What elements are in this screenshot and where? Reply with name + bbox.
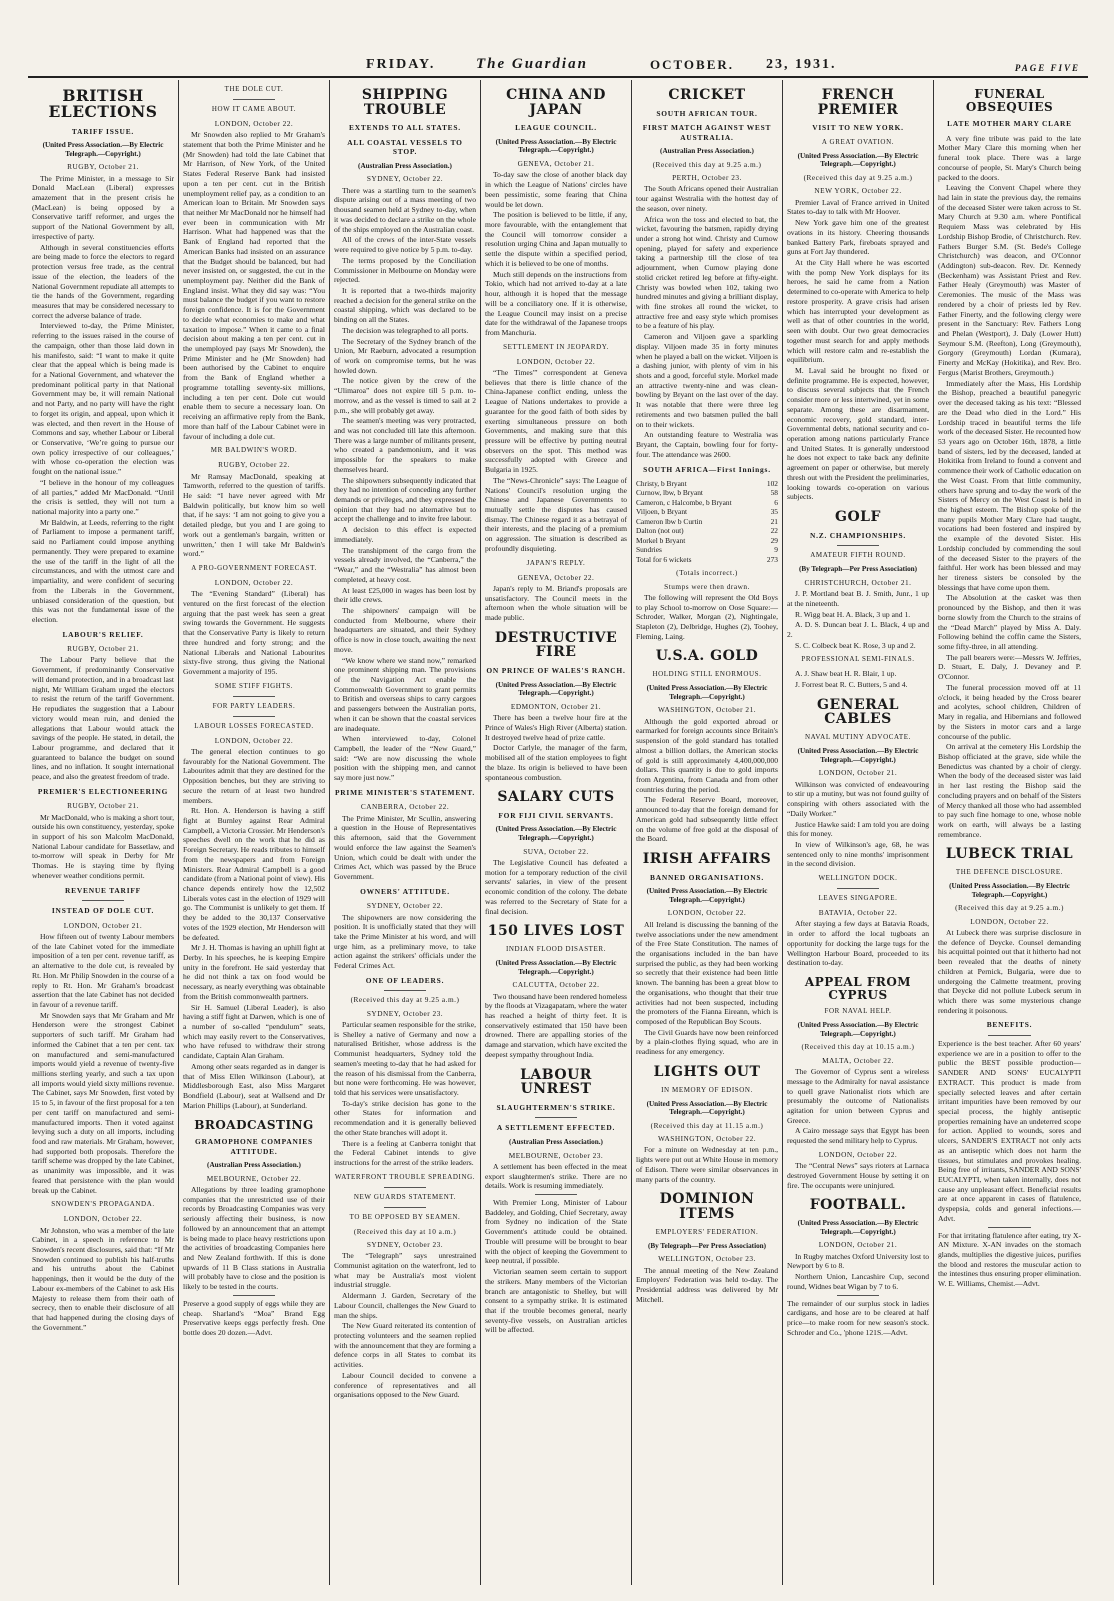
press-credit: (United Press Association.—By Electric Telegraph.—Copyright.) <box>646 1099 768 1117</box>
headline: CHINA AND JAPAN <box>506 87 606 118</box>
press-credit: (United Press Association.—By Electric Telegraph.—Copyright.) <box>495 958 617 976</box>
minor-heading: SOME STIFF FIGHTS. <box>214 681 294 690</box>
runs: 6 <box>774 497 778 507</box>
paragraph: A very fine tribute was paid to the late Mother Mary Clare this morning when her funeral took place. There was a large concourse of people, St. Mary's Church being packed to the doors. <box>938 133 1081 182</box>
paragraph: At Lubeck there was surprise disclosure in the defence of Deycke. Counsel demanding his acquittal pointed out that it hitherto had not been revealed that the deaths of ninety children at Pernick, Bulgaria, were due to undergoing the Calmette treatment, proving that Deycke did not pollute Lubeck serum in which there was some mysterious change rendering it poisonous. <box>938 927 1081 1015</box>
headline: IRISH AFFAIRS <box>642 851 772 868</box>
paragraph: There is a feeling at Canberra tonight that the Federal Cabinet intends to give instructions for the arrest of the strike leaders. <box>334 1138 476 1167</box>
press-credit: (United Press Association.—By Electric Telegraph.—Copyright.) <box>495 137 617 155</box>
divider-rule <box>82 900 125 901</box>
paragraph: Wilkinson was convicted of endeavouring to stir up a mutiny, but was not found guilty of conspiring with others associated with the “Daily Worker.” <box>787 779 929 818</box>
headline: LUBECK TRIAL <box>945 846 1074 863</box>
dateline: (Totals incorrect.) <box>676 568 738 578</box>
paragraph: The seamen's meeting was very protracted, and was not concluded till late this afternoon. There was a large number of militants present, who created a pandemonium, and it was impossible for the speakers to make themselves heard. <box>334 416 476 474</box>
minor-heading: WATERFRONT TROUBLE SPREADING. <box>334 1172 476 1181</box>
paragraph: The Legislative Council has defeated a motion for a temporary reduction of the civil servants' salaries, in view of the present economic condition of the colony. The debate was referred to the Secretary of State for a final decision. <box>485 858 627 916</box>
paragraph: There was a startling turn to the seamen's dispute arising out of a mass meeting of two thousand seamen held at Sydney to-day, when it was decided to declare a strike on the whole of the ships employed on the Australian coast. <box>334 185 476 234</box>
paragraph: Mr J. H. Thomas is having an uphill fight at Derby. In his speeches, he is keeping Empire unity in the forefront. He said yesterday that he did not think a tax on food would be necessary, as nearly everything was obtainable from the British commonwealth partners. <box>183 943 325 1001</box>
dateline: SYDNEY, October 22. <box>366 901 444 911</box>
subheading: N.Z. CHAMPIONSHIPS. <box>809 530 907 540</box>
paragraph: The shipowners are now considering the position. It is unofficially stated that they will take the Prime Minister at his word, and will urge him, as a preliminary move, to take action against the strikers' officials under the Federal Crimes Act. <box>334 912 476 971</box>
paragraph: Rt. Hon. A. Henderson is having a stiff fight at Burnley against Rear Admiral Campbell, a Victoria Crossier. Mr Henderson's speeches dwell on the work that he did as Foreign Secretary. He reads tributes to himself from the newspapers and from Foreign Ministers. Rear Admiral Campbell is a good candidate (from a National point of view). His chance depends entirely how the 12,502 Liberals votes cast in the election of 1929 will go. The Communist is unlikely to get them. If they be added to the 30,137 Conservative votes of the 1929 election, Mr Henderson will be defeated. <box>183 806 325 942</box>
press-credit: (United Press Association.—By Electric Telegraph.—Copyright.) <box>949 882 1070 899</box>
dateline: (Received this day at 9.25 a.m.) <box>803 173 913 183</box>
subheading: BANNED ORGANISATIONS. <box>650 872 764 882</box>
paragraph: How fifteen out of twenty Labour members of the late Cabinet voted for the immediate imposition of a ten per cent. revenue tariff, as an alternative to the dole cut, is revealed by Rt. Hon. Mr Philip Snowden in the course of a reply to Rt. Hon. Mr Graham's broadcast assertion that the late Cabinet has not decided in favour of a revenue tariff. <box>32 931 174 1009</box>
dateline: EDMONTON, October 21. <box>510 701 602 711</box>
paragraph: Allegations by three leading gramophone companies that the unrestricted use of their records by Broadcasting Companies was very seriously affecting their business, is now followed by an announcement that an attempt is being made to place heavy restrictions upon the activities of broadcasting Companies here and New Zealand forthwith. If this is done upwards of 11 B Class stations in Australia will probably have to close and the position is likely to be tested in the courts. <box>183 1185 325 1292</box>
paragraph: The Secretary of the Sydney branch of the Union, Mr Raeburn, advocated a resumption of work on compromise terms, but he was howled down. <box>334 336 476 375</box>
dateline: (Received this day at 10 a.m.) <box>353 1226 457 1236</box>
paragraph: The Absolution at the casket was then pronounced by the Bishop, and then it was borne slowly from the Church to the strains of the “Dead March” played by Miss A. Daly. Following behind the coffin came the Sisters, some fifty-three, in all attending. <box>938 593 1081 652</box>
batsman: Dalton (not out) <box>636 526 684 536</box>
score-row <box>636 526 778 535</box>
batsman: Viljoen, b Bryant <box>636 507 688 517</box>
runs: 29 <box>770 535 778 545</box>
paragraph: Justice Hawke said: I am told you are doing this for money. <box>787 819 929 839</box>
masthead <box>28 52 1088 78</box>
paragraph: All Ireland is discussing the banning of the twelve associations under the new amendment of the Free State Constitution. The names of the organisations included in the ban have surprised the public, as they had been working so secretly that their existence had been little known. The banning has been a great blow to the organisations, who thought that their true activities had not been suspected, including the promoters of the Fianna Eireann, which is composed of the Republican Boy Scouts. <box>636 919 778 1026</box>
runs: 9 <box>774 545 778 555</box>
dateline: LONDON, October 21. <box>818 1240 898 1250</box>
column-7 <box>934 80 1085 1585</box>
minor-heading: NEW GUARDS STATEMENT. <box>353 1192 457 1201</box>
score-row <box>636 507 778 516</box>
runs: 273 <box>766 554 778 564</box>
paragraph: “We know where we stand now,” remarked one prominent shipping man. The provisions of the Navigation Act enable the Commonwealth Government to grant permits to British and overseas ships to carry cargoes and passengers between the Australian ports, when it can be shown that the coastal services are inadequate. <box>334 655 476 733</box>
score-row <box>636 479 778 488</box>
dateline: PERTH, October 23. <box>672 173 742 183</box>
dateline: LONDON, October 22. <box>667 908 747 918</box>
dateline: MALTA, October 22. <box>822 1055 894 1065</box>
headline: DOMINION ITEMS <box>659 1191 755 1223</box>
batsman: Christy, b Bryant <box>636 478 687 488</box>
subheading: REVENUE TARIFF <box>64 885 141 895</box>
dateline: WELLINGTON, October 23. <box>658 1254 756 1264</box>
dateline: NEW YORK, October 22. <box>814 186 902 196</box>
headline: GENERAL CABLES <box>817 696 899 728</box>
subheading: FIRST MATCH AGAINST WEST AUSTRALIA. <box>642 123 772 142</box>
dateline: SYDNEY, October 23. <box>366 1239 444 1249</box>
subheading: SLAUGHTERMEN'S STRIKE. <box>496 1102 616 1112</box>
paragraph: A Cairo message says that Egypt has been requested the send military help to Cyprus. <box>787 1126 929 1146</box>
column-2 <box>179 80 330 1585</box>
paragraph: To-day saw the close of another black day in which the League of Nations' circles have been pessimistic, some fearing that China would be let down. <box>485 170 627 209</box>
paragraph: M. Laval said he brought no fixed or definite programme. He is expected, however, to discuss several subjects that the French consider more or less intertwined, yet in some separate. Among these are disarmament, economic recovery, gold standard, inter-Governmental debts, national security and co-operation among nations particularly France and United States. It is generally understood he does not expect to take back any definite agreement on paper or otherwise, but merely thresh out with the President the preliminaries, looking towards co-operation on various subjects. <box>787 365 929 502</box>
paragraph: Much still depends on the instructions from Tokio, which had not arrived to-day at a late hour, although it is hoped that the message will be a conciliatory one. If it is otherwise, the League Council may insist on a precise date for the withdrawal of the Japanese troops from Manchuria. <box>485 269 627 337</box>
paragraph: An outstanding feature to Westralia was Bryant, the Captain, bowling four for forty-four. The attendance was 2600. <box>636 430 778 459</box>
dateline: MELBOURNE, October 22. <box>206 1173 302 1183</box>
paragraph: Sir H. Samuel (Liberal Leader), is also having a stiff fight at Darwen, which is one of a number of so-called “pendulum” seats, which may easily revert to the Conservatives, who have refused to withdraw their strong candidate, Captain Alan Graham. <box>183 1002 325 1061</box>
divider-rule <box>988 1035 1031 1036</box>
press-credit: (Australian Press Association.) <box>207 1161 301 1170</box>
minor-heading: EMPLOYERS' FEDERATION. <box>655 1227 759 1236</box>
minor-heading: SETTLEMENT IN JEOPARDY. <box>503 342 609 351</box>
dateline: GENEVA, October 22. <box>517 572 595 582</box>
paragraph: Victorian seamen seem certain to support the strikers. Many members of the Victorian branch are antagonistic to Shelley, but will consent to a sympathy strike. It is estimated that if the trouble becomes general, nearly seventy-five vessels, on Australian articles will be affected. <box>485 1267 627 1335</box>
paragraph: In Rugby matches Oxford University lost to Newport by 6 to 8. <box>787 1251 929 1271</box>
runs: 102 <box>766 478 778 488</box>
divider-rule <box>988 1227 1031 1228</box>
paragraph: The “News-Chronicle” says: The League of Nations' Council's resolution urging the Chinese and Japanese Governments to mutually settle the disputes has caused dismay. The Chinese regard it as a betrayal of their interests, and the placing of a premium on aggression. The situation is described as profoundly disquieting. <box>485 475 627 553</box>
scorecard <box>636 479 778 564</box>
minor-heading: FOR PARTY LEADERS. <box>212 701 296 710</box>
subheading: ONE OF LEADERS. <box>365 975 445 985</box>
paragraph: The Governor of Cyprus sent a wireless message to the Admiralty for naval assistance to quell grave Nationalist riots which are presumably the outcome of Nationalists agitation for union between Cyprus and Greece. <box>787 1067 929 1125</box>
paragraph: The funeral procession moved off at 11 o'clock, it being headed by the Cross bearer and acolytes, school children, Children of Mary in regalia, and Hibernians and followed by the Sisters in motor cars and a large concourse of the public. <box>938 682 1081 741</box>
subheading: VISIT TO NEW YORK. <box>812 123 904 133</box>
advertisement: Preserve a good supply of eggs while they are cheap. Sharland's “Moa” Brand Egg Preservative keeps eggs perfectly fresh. One bottle does 20 dozen.—Advt. <box>183 1298 325 1338</box>
press-credit: (United Press Association.—By Electric Telegraph.—Copyright.) <box>42 141 164 158</box>
paragraph: Interviewed to-day, the Prime Minister, referring to the issues raised in the course of the campaign, other than those laid down in his manifesto, said: “I want to make it quite clear that the appeal which is being made is for a National Government, and whatever the predominant political party in that National Government may be, it will remain National and not Party, and no party will have the right to forget its origin, and appeal, upon which it was elected, and then revert in the House of Commons and say, whether Labour or Liberal or Conservative, ‘We’re going to pursue our own policy irrespective of our colleagues,’ with whose co-operation the election was fought on the national issue.” <box>32 321 174 477</box>
paragraph: It is reported that a two-thirds majority reached a decision for the general strike on the coastal shipping, which was declared to be binding on all the States. <box>334 285 476 325</box>
subheading: LEAGUE COUNCIL. <box>515 123 597 133</box>
dateline: (Received this day at 9.25 a.m.) <box>955 903 1064 913</box>
subheading: ON PRINCE OF WALES'S RANCH. <box>486 666 626 676</box>
paragraph: The Civil Guards have now been reinforced by a plain-clothes flying squad, who are in readiness for any emergency. <box>636 1027 778 1057</box>
paragraph: R. Wigg beat H. A. Black, 3 up and 1. <box>795 609 911 619</box>
press-credit: (By Telegraph—Per Press Association) <box>647 1241 767 1250</box>
dateline: CALCUTTA, October 22. <box>512 980 600 990</box>
divider-rule <box>837 1295 880 1296</box>
subheading: SOUTH AFRICAN TOUR. <box>656 108 758 118</box>
paragraph: In view of Wilkinson's age, 68, he was sentenced only to nine months' imprisonment in the second division. <box>787 840 929 869</box>
minor-heading: HOW IT CAME ABOUT. <box>211 104 297 113</box>
paragraph: The Federal Reserve Board, moreover, announced to-day that the foreign demand for American gold had subsequently little effect on the volume of free gold at the disposal of the Board. <box>636 795 778 844</box>
paragraph: Mr MacDonald, who is making a short tour, outside his own constituency, yesterday, spoke in support of his son Malcolm MacDonald, National Labour candidate for Bassetlaw, and to-morrow will speak in Derby for Mr Thomas. He is staying time by flying whenever weather conditions permit. <box>32 812 174 880</box>
dateline: WASHINGTON, October 21. <box>657 705 757 715</box>
paragraph: Mr Snowden says that Mr Graham and Mr Henderson were the strongest Cabinet supporters of such tariff. Mr Graham had informed the Cabinet that a ten per cent. tax on manufactured and semi-manufactured imports would yield a revenue of twenty-five millions sterling yearly, and such a tax upon all imports would yield sixty millions revenue. The Cabinet, says Mr Snowden, first voted by 15 to 5, in favour of the first proposal for a ten per cent tariff on manufactured and semi-manufactured imports. Then it voted against levying such a duty on all imports, including food and raw materials. Mr Graham, however, had supported both proposals. Therefore the tariff scheme was dropped by the late Cabinet, as unanimity was impossible, and it was feared that persistence with the plan would break up the Cabinet. <box>32 1010 174 1195</box>
dateline: CANBERRA, October 22. <box>360 802 450 812</box>
paragraph: The position is believed to be little, if any, more favourable, with the entanglement that the Council will tomorrow consider a resolution urging China and Japan mutually to settle the dispute within a specified period, which it is believed to be one of months. <box>485 210 627 268</box>
batsman: Sundries <box>636 545 662 555</box>
paragraph: The Prime Minister, Mr Scullin, answering a question in the House of Representatives this afternoon, said that the Government would enforce the law against the Seamen's Union, which could be dealt with under the Crimes Act, which was passed by the Bruce Government. <box>334 813 476 881</box>
headline: DESTRUCTIVE FIRE <box>494 629 618 661</box>
paragraph: For a minute on Wednesday at ten p.m., lights were put out at White House in memory of Edison. There were similar observances in many parts of the country. <box>636 1145 778 1184</box>
batsman: Cameron lbw b Curtin <box>636 516 703 526</box>
paragraph: Africa won the toss and elected to bat, the wicket, favouring the batsmen, rapidly drying under a strong hot wind. Christy and Curnow opening, played for safety and experience taking a partnership till the close of tea adjournment, when Curnow playing done stolid cricket retired leg before at fifty-eight. Christy was bowled when 102, taking two hundred minutes and giving a brilliant display, with fine strokes all round the wicket, to attractive free and easy style which promises to be a feature of his play. <box>636 214 778 331</box>
paragraph: Mr Ramsay MacDonald, speaking at Tamworth, referred to the question of tariffs. He said: “I have never agreed with Mr Baldwin politically, but know him so well that, if he says: ‘I am not going to give you a detailed pledge, but you and I are going to work out a gentleman's bargain, written or unwritten,’ then I will take Mr Baldwin's word.” <box>183 471 325 559</box>
paragraph: J. P. Mortland beat B. J. Smith, Junr., 1 up at the nineteenth. <box>787 589 929 608</box>
press-credit: (United Press Association.—By Electric Telegraph.—Copyright.) <box>797 151 919 169</box>
divider-rule <box>233 716 276 717</box>
subheading: OWNERS' ATTITUDE. <box>360 886 450 896</box>
dateline: LONDON, October 22. <box>214 118 294 128</box>
paragraph: The terms proposed by the Conciliation Commissioner in Melbourne on Monday were rejected. <box>334 255 476 285</box>
dateline: SYDNEY, October 23. <box>366 1008 444 1018</box>
paragraph: The “Telegraph” says unrestrained Communist agitation on the waterfront, led to what may be Australia's most violent industrial struggle. <box>334 1251 476 1290</box>
paragraph: A settlement has been effected in the meat export slaughtermen's strike. There are no details. Work is resuming immediately. <box>485 1161 627 1191</box>
paragraph: Doctor Carlyle, the manager of the farm, mobilised all of the station employees to fight the blaze. Its origin is believed to have been spontaneous combustion. <box>485 743 627 782</box>
dateline: LONDON, October 22. <box>63 1214 143 1224</box>
paragraph: Mr Snowden also replied to Mr Graham's statement that both the Prime Minister and he (Mr Snowden) had told the late Cabinet that Mr Harrison, of New York, of the United States Federal Reserve Bank had insisted upon a ten per cent. cut in the British unemployment relief pay, as a condition to an American loan to Britain. Mr Snowden says that neither Mr MacDonald nor he himself had ever been in communication with Mr Harrison. What had happened was that the Bank of England had reported that the American Banks had insisted on an assurance that the Budget should be balanced, but had never insisted on, or suggested, the cut in the unemployment pay. Neither did the Bank of England insist. What they did say was: “You must balance the budget if you want to restore foreign confidence. It is for the Government to decide what economies to make and what taxation to impose.” When it came to a final decision about making a ten per cent. cut in the unemployed pay (says Mr Snowden), the Prime Minister and he (Mr Snowden) had been authorised by the Cabinet to enquire from the Bank of England whether a programme totalling seventy-six millions, including a ten per cent. Dole cut would enable them to secure a necessary loan. On receiving an affirmative reply from the Bank, more than half of the Labour Cabinet were in favour of including a dole cut. <box>183 130 325 441</box>
subheading: BENEFITS. <box>986 1020 1033 1030</box>
dateline: RUGBY, October 21. <box>67 162 139 172</box>
dateline: (Received this day at 11.15 a.m.) <box>650 1120 764 1130</box>
subheading: EXTENDS TO ALL STATES. <box>349 123 461 133</box>
dateline: LONDON, October 22. <box>818 1149 898 1159</box>
press-credit: (United Press Association.—By Electric Telegraph.—Copyright.) <box>797 747 919 764</box>
paragraph: With Premier Long, Minister of Labour Baddeley, and Golding, Chief Secretary, away from Sydney no indication of the State Government's attitude could be obtained. Trouble will presume will be brought to bear with the object of keeping the Government to keep neutral, if possible. <box>485 1198 627 1266</box>
subheading: PREMIER'S ELECTIONEERING <box>37 786 169 796</box>
runs: 22 <box>770 526 778 536</box>
paragraph: Labour Council decided to convene a conference of representatives and all organisations opposed to the New Guard. <box>334 1370 476 1400</box>
dateline: LONDON, October 21. <box>63 920 143 930</box>
paragraph: On arrival at the cemetery His Lordship the Bishop officiated at the grave, side while the Benedictus was chanted by a choir of clergy. When the body of the deceased sister was laid in her last resting the Bishop said the concluding prayers and on behalf of the Sisters of Mercy thanked all those who had assembled to pay such fine homage to one, whose noble work on earth, will always be a lasting remembrance. <box>938 742 1081 839</box>
minor-heading: SNOWDEN'S PROPAGANDA. <box>51 1200 155 1209</box>
divider-rule <box>384 1207 427 1208</box>
masthead-date: 23, 1931. <box>766 57 837 72</box>
headline: FOOTBALL. <box>809 1197 907 1214</box>
press-credit: (United Press Association.—By Electric Telegraph.—Copyright.) <box>797 1021 919 1038</box>
score-row <box>636 545 778 554</box>
subheading: SOUTH AFRICA—First Innings. <box>643 464 771 474</box>
headline: CRICKET <box>668 87 746 103</box>
advertisement: Experience is the best teacher. After 60 years' experience we are in a position to offer to the public the BEST possible production—SANDER AND SONS' EUCALYPTI EXTRACT. This product is made from specially selected leaves and after certain irritant impurities have been removed by our special process, the highly antiseptic properties remaining have an undeterred scope for action. Applied to wounds, sores and ulcers, SANDER'S EXTRACT not only acts as an antiseptic which does not harm the tissues, but stimulates and provokes healing. Being free of irritants, SANDER AND SONS' EUCALYPTI, when taken internally, does not cause any unpleasant effect. Beneficial results are at once apparent in cases of flatulence, dyspepsia, colds and general infections.—Advt. <box>938 1038 1081 1223</box>
minor-heading: FOR NAVAL HELP. <box>824 1007 892 1016</box>
minor-heading: INDIAN FLOOD DISASTER. <box>505 945 607 954</box>
minor-heading: IN MEMORY OF EDISON. <box>661 1085 753 1094</box>
masthead-day: FRIDAY. <box>366 57 436 72</box>
press-credit: (United Press Association.—By Electric Telegraph.—Copyright.) <box>646 887 768 904</box>
dateline: LONDON, October 22. <box>970 916 1049 926</box>
paragraph: The Labour Party believe that the Government, if predominantly Conservative will demand protection, and in a broadcast last night, Mr William Graham urged the electors to resist the return of the tariff Government. He repudiates the suggestion that a Labour victory would mean ruin, and denied the allegations that Labour would attack the savings of the people. He stated, in detail, the Labour programme, and declared that it guaranteed to balance the budget on sound lines, and no inflation. It sought international peace, and also the greatest freedom of trade. <box>32 655 174 782</box>
paragraph: The general election continues to go favourably for the National Government. The Labourites admit that they are destined for the Opposition benches, but they are striving to secure the return of at least two hundred members. <box>183 746 325 805</box>
dateline: GENEVA, October 21. <box>517 159 595 169</box>
subheading: PRIME MINISTER'S STATEMENT. <box>334 787 476 797</box>
dateline: BATAVIA, October 22. <box>818 908 898 918</box>
divider-rule <box>535 1117 578 1118</box>
headline: FUNERAL OBSEQUIES <box>965 87 1054 114</box>
dateline: SUVA, October 22. <box>523 846 589 856</box>
minor-heading: LABOUR LOSSES FORECASTED. <box>194 721 314 730</box>
dateline: LONDON, October 21. <box>818 768 898 778</box>
dateline: (Received this day at 10.15 a.m.) <box>801 1042 915 1052</box>
dateline: SYDNEY, October 22. <box>366 174 444 184</box>
paragraph: The South Africans opened their Australian tour against Westralia with the hottest day of the season, over ninety. <box>636 184 778 213</box>
paragraph: At the City Hall where he was escorted with the pomp New York displays for its heroes, he said he came from a Nation determined to co-operate with America to help restore prosperity. A grave crisis had arisen which has interrupted your development as well as that of other countries in the world, seen with doubt. Our two great democracies together must search for and apply methods which will restore calm and re-establish the equilibrium. <box>787 258 929 365</box>
paragraph: “I believe in the honour of my colleagues of all parties,” added Mr MacDonald. “Until the crisis is settled, they will not turn a national majority into a party one.” <box>32 477 174 517</box>
divider-rule <box>837 888 880 889</box>
minor-heading: TO BE OPPOSED BY SEAMEN. <box>349 1212 461 1221</box>
paragraph: Japan's reply to M. Briand's proposals are unsatisfactory. The Council meets in the afternoon when the whole situation will be made public. <box>485 583 627 623</box>
paragraph: Although in several constituencies efforts are being made to force the electors to regard protection versus free trade, as the central issue of the election, the leaders of the National Government repudiate all attempts to tie the hands of the Government, regarding measures that may be considered necessary to correct the adverse balance of trade. <box>32 242 174 320</box>
minor-heading: NAVAL MUTINY ADVOCATE. <box>805 733 911 742</box>
minor-heading: HOLDING STILL ENORMOUS. <box>652 670 762 679</box>
paragraph: The New Guard reiterated its contention of protecting volunteers and the seamen replied with the announcement that they are forming a defence corps in all States to combat its activities. <box>334 1321 476 1370</box>
minor-heading: A GREAT OVATION. <box>821 137 895 146</box>
dateline: RUGBY, October 22. <box>218 460 290 470</box>
paragraph: “The Times'” correspondent at Geneva believes that there is little chance of the China-Japanese conflict ending, unless the League of Nations undertakes to provide a guarantee for the good faith of both sides by exerting simultaneous pressure on both Governments, and making sure that this pressure will be effective by putting neutral observers on the spot. This method was successfully adopted with Greece and Bulgaria in 1925. <box>485 367 627 475</box>
paragraph: The notice given by the crew of the “Ulimaroa” does not expire till 5 p.m. to-morrow, and as the vessel is timed to sail at 2 p.m., she will probably get away. <box>334 376 476 415</box>
column-3 <box>330 80 481 1585</box>
paragraph: Mr Baldwin, at Leeds, referring to the right of Parliament to impose a permanent tariff, said no Parliament could impose anything permanently. They were prepared to examine the use of the tariff in the light of all the circumstances, and with the utmost care and impartiality, and were confident of securing from the Liberals in the Government, unbiased consideration of the question, but this was not the fundamental issue of the election. <box>32 517 174 624</box>
column-5 <box>632 80 783 1585</box>
headline: LABOUR UNREST <box>520 1066 592 1098</box>
dateline: Stumps were then drawn. <box>664 581 750 591</box>
advertisement: For that irritating flatulence after eating, try X-AN Mixture. X-AN invades on the stomach glands, multiplies the digestive juices, purifies the blood and restores the muscular action to the intestines thus ensuring proper elimination. W. E. Williams, Chemist.—Advt. <box>938 1230 1081 1289</box>
paragraph: There has been a twelve hour fire at the Prince of Wales's High River (Alberta) station. It destroyed twelve head of prize cattle. <box>485 713 627 742</box>
headline: BRITISH ELECTIONS <box>48 86 158 122</box>
headline: APPEAL FROM CYPRUS <box>804 975 912 1002</box>
headline: LIGHTS OUT <box>653 1063 761 1080</box>
divider-rule <box>535 1194 578 1195</box>
subheading: GRAMOPHONE COMPANIES ATTITUDE. <box>195 1137 313 1156</box>
dateline: (Received this day at 9.25 a.m.) <box>652 159 762 169</box>
masthead-month: OCTOBER. <box>650 57 735 72</box>
paragraph: A decision to this effect is expected immediately. <box>334 525 476 544</box>
masthead-title: The Guardian <box>476 56 588 72</box>
dateline: CHRISTCHURCH, October 21. <box>804 577 912 587</box>
minor-heading: AMATEUR FIFTH ROUND. <box>810 551 906 560</box>
paragraph: Aldermann J. Garden, Secretary of the Labour Council, challenges the New Guard to man the ships. <box>334 1291 476 1320</box>
press-credit: (Australian Press Association.) <box>509 1137 603 1146</box>
column-4 <box>481 80 632 1585</box>
dateline: LONDON, October 22. <box>214 577 294 587</box>
minor-heading: LEAVES SINGAPORE. <box>818 894 898 903</box>
divider-rule <box>233 696 276 697</box>
dateline: RUGBY, October 21. <box>67 801 139 811</box>
paragraph: Northern Union, Lancashire Cup, second round, Widnes beat Wigan by 7 to 6. <box>787 1272 929 1291</box>
paragraph: Leaving the Convent Chapel where they had lain in state the previous day, the remains of the deceased Sister were taken across to St. Mary Church at 9.30 a.m. where Pontifical Requiem Mass was celebrated by His Lordship Bishop Brodie, of Christchurch. Rev. Fathers Burger S.M. (St. Bede's College Christchurch) was deacon, and O'Connor (Addington) sub-deacon. Rev. Dr. Kennedy (Beckenham) was Assistant Priest and Rev. Father Healy (Greymouth) was Master of Ceremonies. The music of the Mass was rendered by a choir of priests led by Rev. Father Finerty, and the following clergy were present in the Sanctuary: Rev. Fathers Long and Phelan (Westport), J. Daly (Lower Hutt) Seymour S.M. (Reefton), Long (Greymouth), Gorgory (Greymouth) Lordan (Kumara), Finerty and McKay (Hokitika), and Rev. Bro. Fergus (Marist Brothers, Greymouth.) <box>938 183 1081 377</box>
divider-rule <box>384 1187 427 1188</box>
press-credit: (Australian Press Association.) <box>358 161 452 170</box>
press-credit: (United Press Association.—By Electric Telegraph.—Copyright.) <box>797 1219 919 1236</box>
press-credit: (United Press Association.—By Electric Telegraph.—Copyright.) <box>495 825 617 843</box>
paragraph: The “Central News” says rioters at Larnaca destroyed Government House by setting it on fire. The occupants were uninjured. <box>787 1161 929 1190</box>
paragraph: Immediately after the Mass, His Lordship the Bishop, preached a beautiful panegyric over the deceased taking as his text: “Blessed are the Dead who died in the Lord.” His Lordship traced in beautiful terms the life work of the deceased Sister. He recounted how 53 years ago on October 16th, 1878, a little band of sisters, led by the deceased, landed at Hokitika from Ireland to found a convent and commence their work of Catholic education on the West Coast. From that little community, others have sprung and to-day the work of the Sisters of Mercy on the West Coast is held in the highest esteem. The Bishop spoke of the many pupils Mother Mary Clare had taught, vocations had been fostered and inspired by the example of the devoted Sister. His Lordship concluded by commending the soul of the deceased Sister to the prayers of the faithful. Her work has been blessed and may her tireness sisters be consoled by the blessings that have come upon them. <box>938 378 1081 592</box>
column-1 <box>28 80 179 1585</box>
paragraph: The annual meeting of the New Zealand Employers' Federation was held to-day. The Presidential address was delivered by Mr Mitchell. <box>636 1265 778 1304</box>
runs: 35 <box>770 507 778 517</box>
paragraph: To-day's strike decision has gone to the other States for information and recommendation and it is generally believed the other State branches will adopt it. <box>334 1098 476 1137</box>
subheading: LATE MOTHER MARY CLARE <box>947 119 1072 129</box>
press-credit: (United Press Association.—By Electric Telegraph.—Copyright.) <box>646 684 768 701</box>
headline: SALARY CUTS <box>497 789 615 806</box>
paragraph: Among other seats regarded as in danger is that of Miss Ellen Wilkinson (Labour), at Middlesborough East, also Miss Margaret Bondfield (Labour), seat at Wallsend and Dr Marion Phillips (Labour), at Sunderland. <box>183 1061 325 1110</box>
paragraph: A. D. S. Duncan beat J. L. Black, 4 up and 2. <box>787 620 929 639</box>
dateline: MELBOURNE, October 23. <box>508 1150 604 1160</box>
masthead-page: PAGE FIVE <box>1014 63 1080 73</box>
dateline: LONDON, October 22. <box>516 356 596 366</box>
batsman: Curnow, lbw, b Bryant <box>636 488 703 498</box>
score-row <box>636 517 778 526</box>
batsman: Total for 6 wickets <box>636 554 692 564</box>
press-credit: (By Telegraph—Per Press Association) <box>798 565 918 574</box>
batsman: Morkel b Bryant <box>636 535 686 545</box>
advertisement: The remainder of our surplus stock in ladies cardigans, and hose are to be cleared at half price—to make room for new season's stock. Schroder and Co., 'phone 121S.—Advt. <box>787 1298 929 1337</box>
newspaper-columns <box>28 80 1090 1585</box>
paragraph: The pall bearers were:—Messrs W. Jeffries, D. Stuart, E. Daly, J. Devaney and P. O'Connor. <box>938 652 1081 682</box>
press-credit: (Australian Press Association.) <box>660 147 754 156</box>
score-row <box>636 536 778 545</box>
paragraph: Particular seamen responsible for the strike, is Shelley a native of Germany and now a naturalised Britisher, whose address is the Communist headquarters, Sydney told the seamen's meeting to-day that he had asked for the reason of his dismissal from the Canberra, but none were forthcoming. He was however, told that his services were unsatisfactory. <box>334 1019 476 1097</box>
paragraph: The Prime Minister, in a message to Sir Donald MacLean (Liberal) expresses amazement that in the present crisis he (MacLean) is being opposed by a Conservative tariff reformer, and urges the support of the National Government by all, irrespective of party. <box>32 173 174 241</box>
divider-rule <box>233 1295 276 1296</box>
headline: BROADCASTING <box>194 1117 314 1132</box>
dateline: WASHINGTON, October 22. <box>657 1134 757 1144</box>
paragraph: Premier Laval of France arrived in United States to-day to talk with Mr Hoover. <box>787 197 929 217</box>
minor-heading: JAPAN'S REPLY. <box>526 558 586 567</box>
subheading: TARIFF ISSUE. <box>71 126 135 136</box>
paragraph: The decision was telegraphed to all ports. <box>342 325 469 335</box>
paragraph: The transhipment of the cargo from the vessels already involved, the “Canberra,” the “Wear,” and the “Westralia” has almost been completed, at heavy cost. <box>334 545 476 584</box>
dateline: RUGBY, October 21. <box>67 644 139 654</box>
divider-rule <box>384 990 427 991</box>
minor-heading: A PRO-GOVERNMENT FORECAST. <box>191 563 317 572</box>
divider-rule <box>837 545 880 546</box>
divider-rule <box>233 99 276 100</box>
paragraph: At least £25,000 in wages has been lost by their idle crews. <box>334 585 476 605</box>
paragraph: Cameron and Viljoen gave a sparkling display. Viljoen made 35 in forty minutes when he played a ball on the wicket. Viljoen is a dashing junior, with plenty of vim in his shots and a good, forceful style. Morkel made an attractive twenty-nine and was clean-bowling by Bryant on the last over of the day. It was notable that there were three leg retirements and two batsmen pulled the ball on to their wickets. <box>636 332 778 429</box>
paragraph: The “Evening Standard” (Liberal) has ventured on the first forecast of the election arguing that the past week has seen a great swing towards the Government. He suggests that the Conservative Party is likely to return three hundred and forty strong; and the National Liberals and National Labourites sixty-five strong, thus giving the National Government a majority of 195. <box>183 589 325 677</box>
headline: SHIPPING TROUBLE <box>361 87 449 118</box>
minor-heading: MR BALDWIN'S WORD. <box>210 446 298 455</box>
paragraph: Although the gold exported abroad or earmarked for foreign accounts since Britain's suspension of the gold standard has totalled almost a billion dollars, the American stocks of gold is still approximately 4,400,000,000 dollars. This quantity is due to gold imports from Argentina, from Canada and from other countries during the period. <box>636 716 778 794</box>
dateline: (Received this day at 9.25 a.m.) <box>350 995 460 1005</box>
subheading: LABOUR'S RELIEF. <box>62 629 144 639</box>
paragraph: The following will represent the Old Boys to play School to-morrow on Oose Square:—Schroder, Walker, Morgan (2), Nightingale, Stapleton (2), Delbridge, Hughes (2), Toohey, Fleming, Laing. <box>636 592 778 641</box>
paragraph: All of the crews of the inter-State vessels were required to give notice by 5 p.m. to-day. <box>334 235 476 255</box>
paragraph: S. C. Colbeck beat K. Rose, 3 up and 2. <box>795 640 916 650</box>
headline: U.S.A. GOLD <box>655 648 759 665</box>
subheading: ALL COASTAL VESSELS TO STOP. <box>347 137 463 157</box>
column-6 <box>783 80 934 1585</box>
paragraph: The shipowners subsequently indicated that they had no intention of conceding any further demands or privileges, and they expressed the opinion that they had no alternative but to accept the challenge and to invite free labour. <box>334 475 476 524</box>
paragraph: When interviewed to-day, Colonel Campbell, the leader of the “New Guard,” said: “We are now discussing the whole position with the shipping men, and cannot say more just now.” <box>334 734 476 783</box>
minor-heading: WELLINGTON DOCK. <box>818 874 898 883</box>
dateline: LONDON, October 22. <box>214 735 294 745</box>
headline: GOLF <box>835 509 881 526</box>
minor-heading: THE DOLE CUT. <box>224 85 284 93</box>
score-row <box>636 498 778 507</box>
score-row <box>636 488 778 497</box>
runs: 58 <box>770 488 778 498</box>
minor-heading: PROFESSIONAL SEMI-FINALS. <box>801 655 915 664</box>
paragraph: The shipowners' campaign will be conducted from Melbourne, where their headquarters are situated, and their Sydney office is now in close touch, awaiting the next move. <box>334 605 476 654</box>
headline: 150 LIVES LOST <box>487 923 625 940</box>
batsman: Cameron, c Halcombe, b Bryant <box>636 497 732 507</box>
paragraph: New York gave him one of the greatest ovations in its history. Cheering thousands banked Battery Park, fireboats sprayed and guns at Fort Jay thundered. <box>787 218 929 257</box>
subheading: A SETTLEMENT EFFECTED. <box>496 1123 616 1133</box>
paragraph: A. J. Shaw beat H. R. Blair, 1 up. <box>795 669 897 679</box>
paragraph: Mr Johnston, who was a member of the late Cabinet, in a speech in reference to Mr Snowden's recent disclosures, said that: “If Mr Snowden continued to publish his half-truths and his untruths about the Cabinet happenings, then it would be the duty of the Labour ex-members of the Cabinet to ask His Majesty to release them from their oath of secrecy, then to enable their disclosure of all that had happened during the closing days of the Government.” <box>32 1225 174 1332</box>
press-credit: (United Press Association.—By Electric Telegraph.—Copyright.) <box>495 680 617 698</box>
score-row <box>636 555 778 564</box>
paragraph: J. Forrest beat R. C. Butters, 5 and 4. <box>795 680 908 690</box>
runs: 21 <box>770 516 778 526</box>
minor-heading: THE DEFENCE DISCLOSURE. <box>955 868 1064 877</box>
paragraph: After staying a few days at Batavia Roads, in order to afford the local tugboats an opportunity for docking the large tugs for the Wellington Harbour Board, proceeded to its destination to-day. <box>787 919 929 968</box>
headline: FRENCH PREMIER <box>817 87 899 118</box>
subheading: FOR FIJI CIVIL SERVANTS. <box>498 810 614 820</box>
subheading: INSTEAD OF DOLE CUT. <box>51 906 155 916</box>
paragraph: Two thousand have been rendered homeless by the floods at Vizagapatam, where the water has reached a height of thirty feet. It is conservatively estimated that 150 have been drowned. There are appalling stories of the damage and starvation, which have excited the deepest sympathy throughout India. <box>485 991 627 1059</box>
